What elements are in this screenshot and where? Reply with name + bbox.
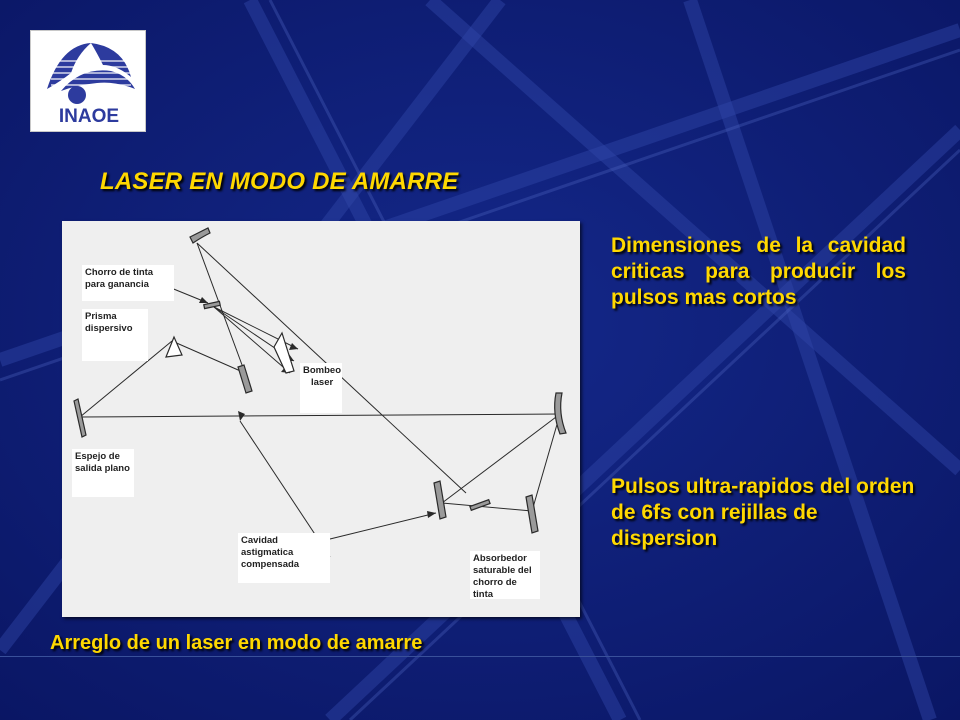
label-output-mirror-line-1: Espejo de [75, 451, 120, 462]
arrow-cavity-right [330, 513, 436, 539]
mirror-top [190, 228, 210, 243]
slide-title: LASER EN MODO DE AMARRE [100, 168, 459, 195]
label-prism [82, 309, 148, 361]
arrowhead-cavity-right [427, 511, 436, 518]
label-gain-jet-line-1: Chorro de tinta [85, 267, 154, 278]
label-absorber [470, 551, 540, 599]
label-pump [300, 363, 342, 413]
beam-right-to-lower [442, 414, 560, 503]
text-block-ultrafast-pulses: Pulsos ultra-rapidos del orden de 6fs con rejillas de dispersion [611, 475, 915, 550]
label-pump-line-2: laser [311, 377, 334, 388]
laser-diagram [62, 221, 580, 617]
diagram-caption: Arreglo de un laser en modo de amarre [50, 632, 423, 654]
inaoe-logo [30, 30, 146, 132]
label-prism-line-1: Prisma [85, 311, 117, 322]
label-absorber-line-2: saturable del [473, 565, 532, 576]
label-prism-line-2: dispersivo [85, 323, 133, 334]
label-output-mirror-line-2: salida plano [75, 463, 130, 474]
label-absorber-line-3: chorro de tinta [473, 577, 517, 600]
label-output-mirror [72, 449, 134, 497]
pump-arrowhead-1 [289, 343, 298, 350]
beam-prism-to-mirror [172, 341, 245, 373]
label-gain-jet [82, 265, 174, 301]
prism [166, 337, 182, 357]
mirror-center [238, 365, 252, 393]
text-block-cavity-dimensions: Dimensiones de la cavidad criticas para producir los pulsos mas cortos [611, 234, 906, 309]
logo-text: INAOE [58, 106, 120, 127]
beam-horizontal [80, 414, 560, 417]
beam-lower-up [532, 414, 560, 511]
label-cavity [238, 533, 330, 583]
label-pump-line-1: Bombeo [303, 365, 341, 376]
label-absorber-line-1: Absorbedor [473, 553, 527, 564]
label-cavity-line-2: compensada [241, 559, 300, 570]
absorber-jet [470, 500, 490, 511]
footer-divider [0, 656, 960, 657]
label-cavity-line-1: Cavidad astigmatica [241, 535, 294, 558]
label-gain-jet-line-2: para ganancia [85, 279, 149, 290]
mirror-left-plane [74, 399, 86, 437]
mirror-lower-right [526, 495, 538, 533]
